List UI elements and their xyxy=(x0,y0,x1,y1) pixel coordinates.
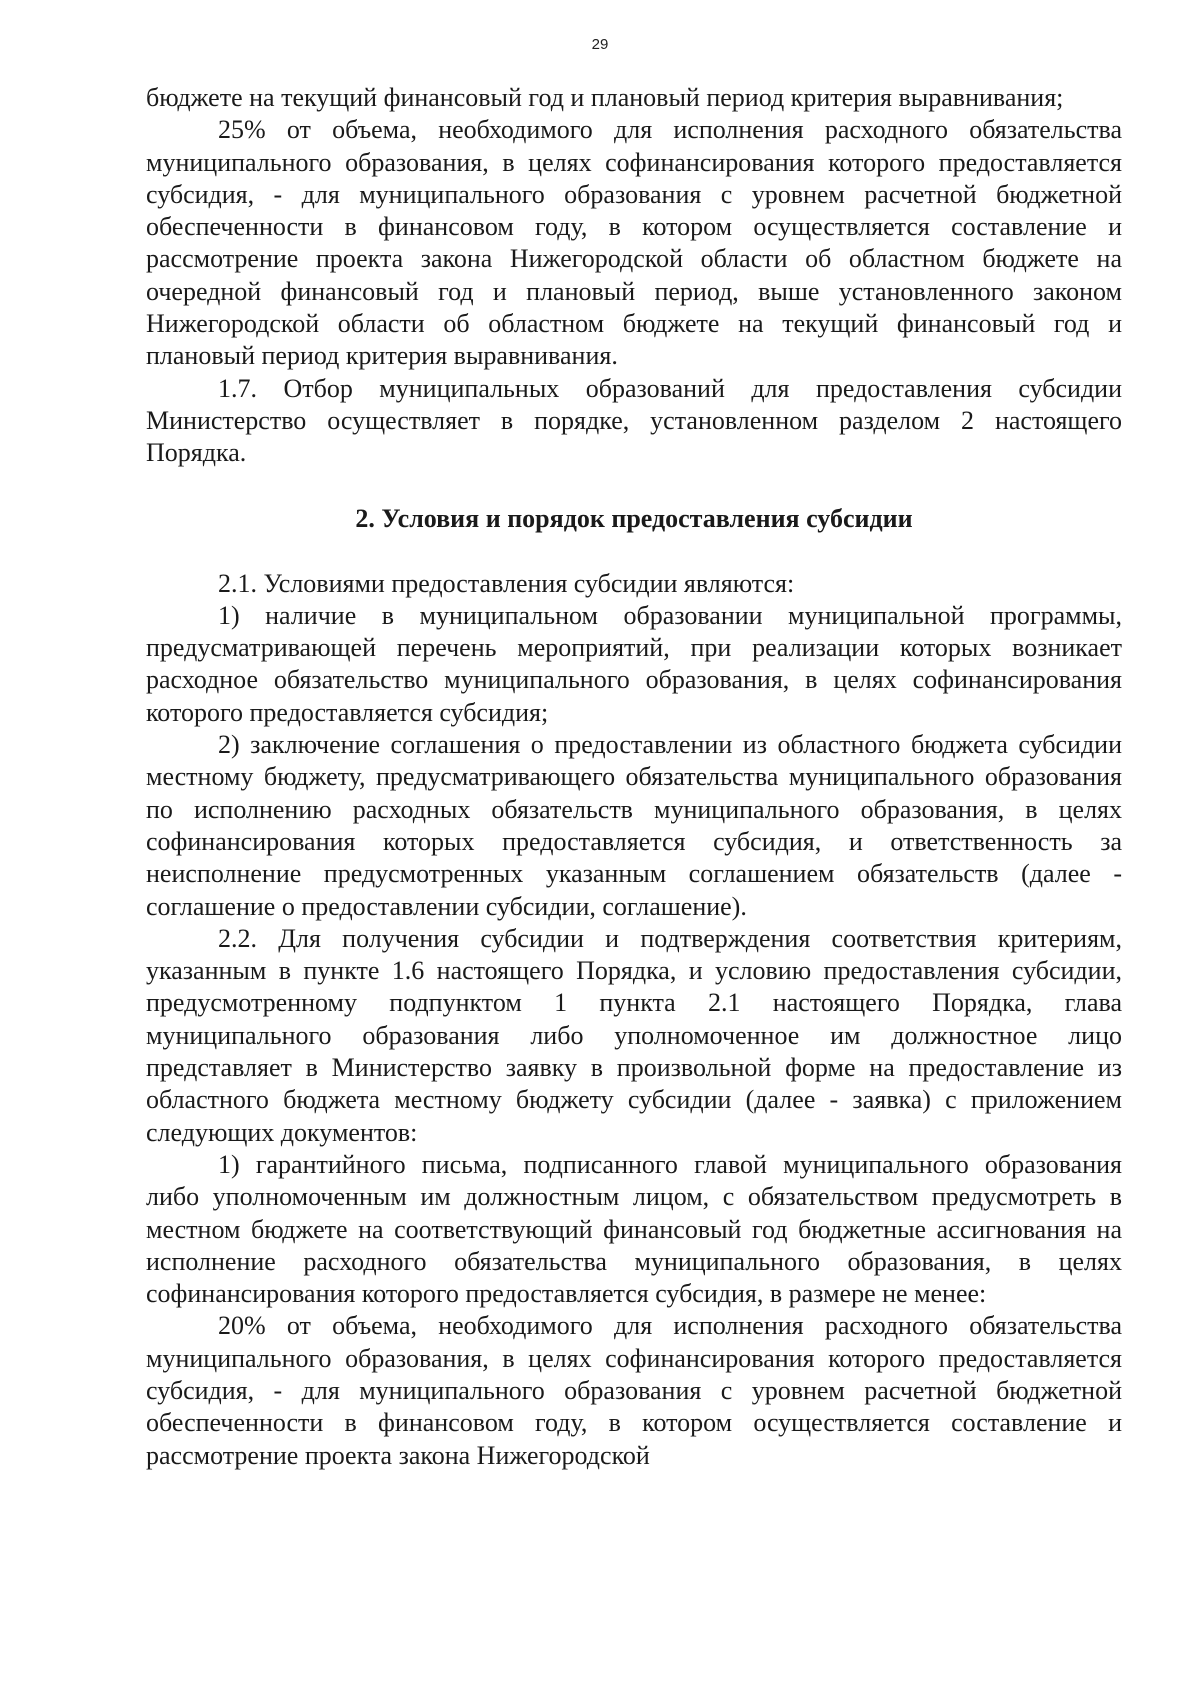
paragraph: 1) наличие в муниципальном образовании муниципальной программы, предусматривающей перечень мероприятий, при реализации которых возникает расходное обязательство муниципального образования, в целях софинансирования которого предоставляется субсидия; xyxy=(146,600,1122,727)
paragraph: 2.2. Для получения субсидии и подтверждения соответствия критериям, указанным в пункте 1.6 настоящего Порядка, и условию предоставления субсидии, предусмотренному подпунктом 1 пункта 2.1 настоящего Порядка, глава муниципального образования либо уполномоченное им должностное лицо представляет в Министерство заявку в произвольной форме на предоставление из областного бюджета местному бюджету субсидии (далее - заявка) с приложением следующих документов: xyxy=(146,923,1122,1147)
paragraph: 25% от объема, необходимого для исполнения расходного обязательства муниципального образования, в целях софинансирования которого предоставляется субсидия, - для муниципального образования с уровнем расчетной бюджетной обеспеченности в финансовом году, в котором осуществляется составление и рассмотрение проекта закона Нижегородской области об областном бюджете на очередной финансовый год и плановый период, выше установленного законом Нижегородской области об областном бюджете на текущий финансовый год и плановый период критерия выравнивания. xyxy=(146,115,1122,371)
section-title: 2. Условия и порядок предоставления субсидии xyxy=(355,503,913,533)
paragraph: 1.7. Отбор муниципальных образований для предоставления субсидии Министерство осуществляет в порядке, установленном разделом 2 настоящего Порядка. xyxy=(146,373,1122,468)
paragraph: 2) заключение соглашения о предоставлении из областного бюджета субсидии местному бюджету, предусматривающего обязательства муниципального образования по исполнению расходных обязательств муниципального образования, в целях софинансирования которых предоставляется субсидия, и ответственность за неисполнение предусмотренных указанным соглашением обязательств (далее - соглашение о предоставлении субсидии, соглашение). xyxy=(146,730,1122,921)
paragraph: 1) гарантийного письма, подписанного главой муниципального образования либо уполномоченным им должностным лицом, с обязательством предусмотреть в местном бюджете на соответствующий финансовый год бюджетные ассигнования на исполнение расходного обязательства муниципального образования, в целях софинансирования которого предоставляется субсидия, в размере не менее: xyxy=(146,1149,1122,1309)
document-body xyxy=(146,82,1122,1472)
paragraph: бюджете на текущий финансовый год и плановый период критерия выравнивания; xyxy=(146,83,1064,112)
page-number: 29 xyxy=(591,36,609,53)
paragraph: 2.1. Условиями предоставления субсидии являются: xyxy=(218,568,795,598)
paragraph: 20% от объема, необходимого для исполнения расходного обязательства муниципального образования, в целях софинансирования которого предоставляется субсидия, - для муниципального образования с уровнем расчетной бюджетной обеспеченности в финансовом году, в котором осуществляется составление и рассмотрение проекта закона Нижегородской xyxy=(146,1311,1122,1470)
